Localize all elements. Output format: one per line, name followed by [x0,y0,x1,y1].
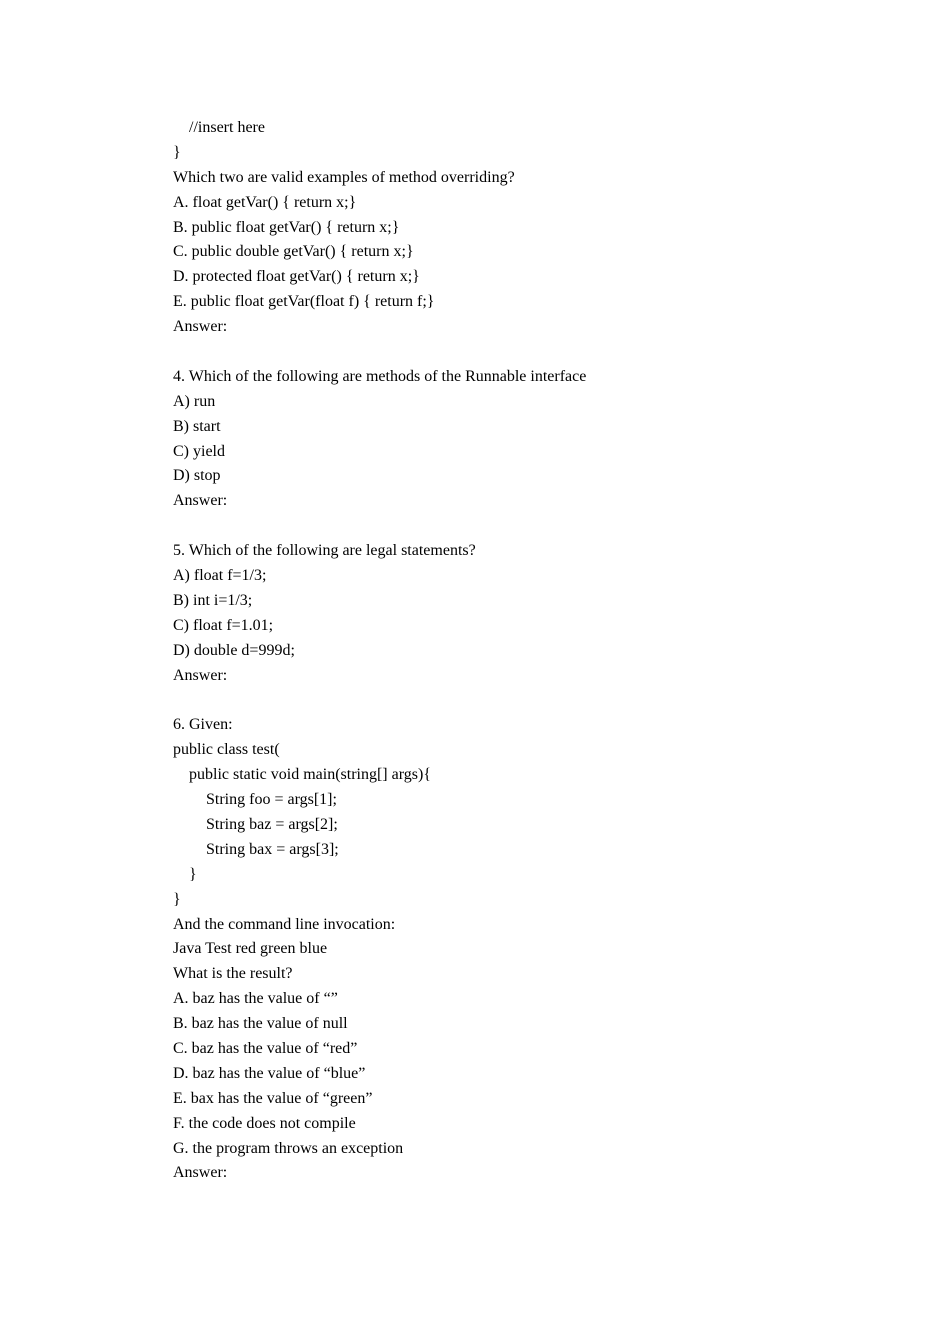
option-a: A) float f=1/3; [173,567,267,585]
code-line: String foo = args[1]; [206,791,337,809]
option-d: D. baz has the value of “blue” [173,1064,366,1082]
option-d: D. protected float getVar() { return x;} [173,268,420,286]
spacer [173,514,873,539]
question-text: Which two are valid examples of method overriding? [173,168,515,186]
code-line: //insert here [189,119,265,136]
code-line: public static void main(string[] args){ [189,766,431,784]
option-c: C) yield [173,442,225,460]
option-b: B) int i=1/3; [173,591,253,609]
spacer [173,340,873,365]
option-b: B. public float getVar() { return x;} [173,218,400,236]
question-5-block [173,539,873,688]
option-a: A. baz has the value of “” [173,990,338,1008]
answer-label: Answer: [173,1164,228,1182]
question-text: 6. Given: [173,716,233,734]
answer-label: Answer: [173,666,228,684]
code-line: } [189,865,197,883]
option-c: C. public double getVar() { return x;} [173,243,414,261]
answer-label: Answer: [173,318,228,336]
question-4-block [173,365,873,514]
option-e: E. bax has the value of “green” [173,1089,373,1107]
invocation-intro: And the command line invocation: [173,915,396,933]
document-page [173,116,873,1186]
code-line: String baz = args[2]; [206,815,338,833]
option-f: F. the code does not compile [173,1114,356,1132]
option-c: C. baz has the value of “red” [173,1039,358,1057]
question-text: 4. Which of the following are methods of the Runnable interface [173,367,587,385]
answer-label: Answer: [173,492,228,510]
code-line: } [173,890,181,908]
question-6-block [173,713,873,1186]
spacer [173,688,873,713]
option-b: B) start [173,417,221,435]
code-line: } [173,143,181,161]
invocation-command: Java Test red green blue [173,940,328,958]
option-d: D) stop [173,467,221,485]
option-a: A) run [173,392,216,410]
option-a: A. float getVar() { return x;} [173,193,357,211]
option-b: B. baz has the value of null [173,1015,348,1033]
option-c: C) float f=1.01; [173,616,274,634]
code-line: String bax = args[3]; [206,840,339,858]
option-e: E. public float getVar(float f) { return f;} [173,293,435,311]
option-d: D) double d=999d; [173,641,295,659]
option-g: G. the program throws an exception [173,1139,404,1157]
code-line: public class test( [173,741,280,759]
question-text: 5. Which of the following are legal statements? [173,542,476,560]
question-3-block [173,116,873,340]
question-prompt: What is the result? [173,965,293,983]
